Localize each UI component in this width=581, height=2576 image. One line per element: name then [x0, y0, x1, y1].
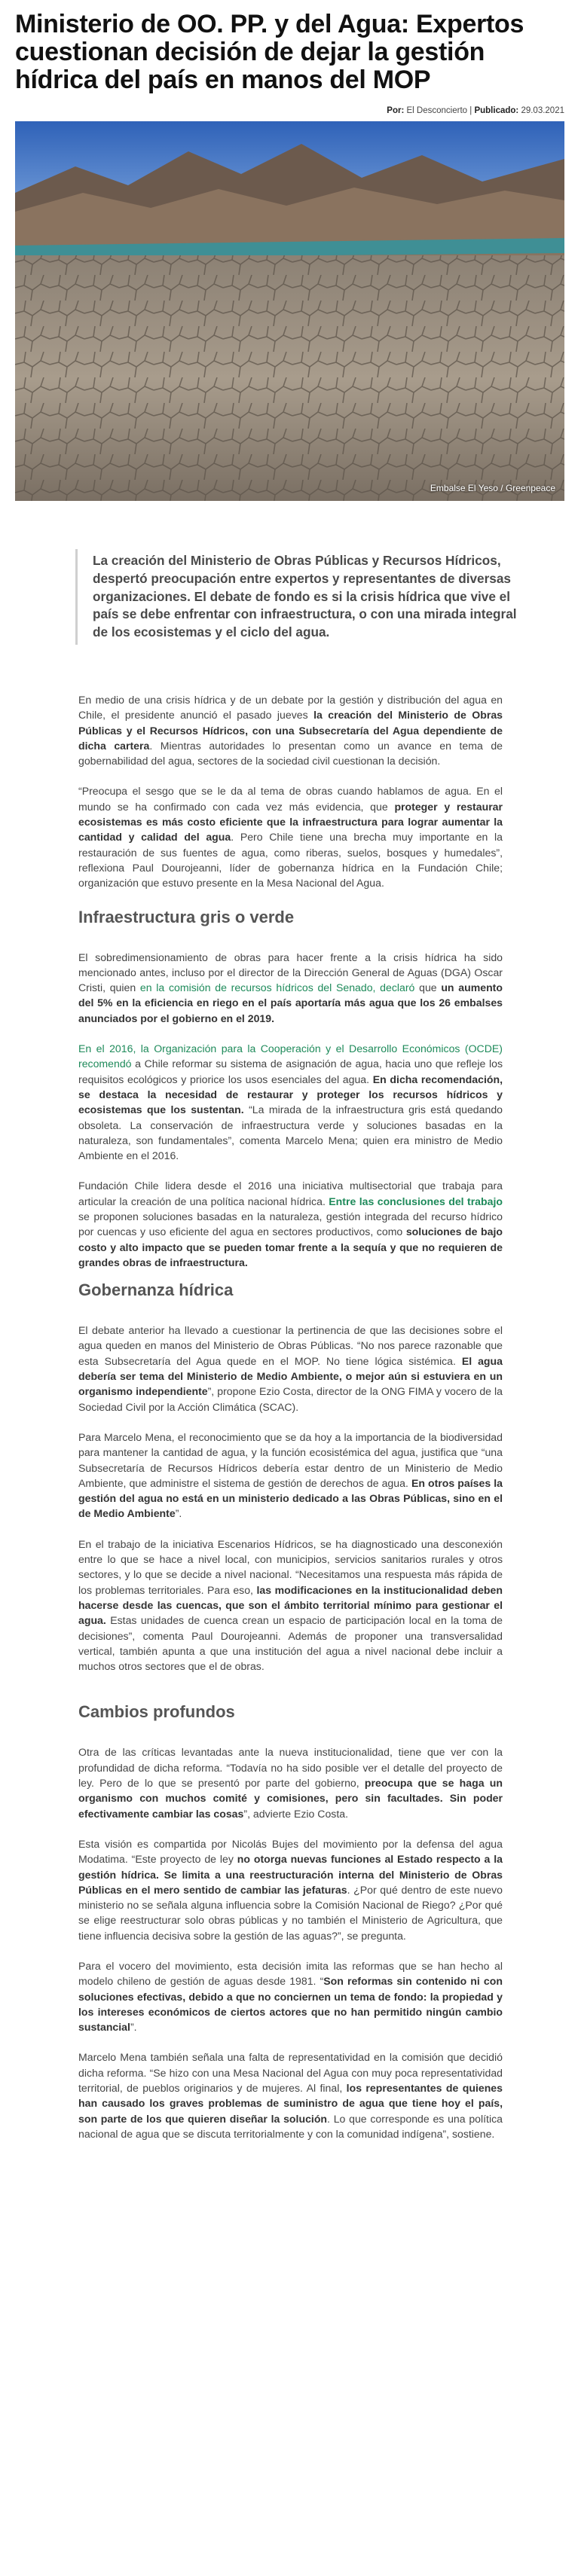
text-run: Para el vocero del movimiento, esta decisión imita las reformas que se han hecho al modelo chileno de gestión de aguas desde 1981. “ — [78, 1959, 503, 1988]
bold-run: En otros países la gestión del agua no está en un ministerio dedicado a las Obras Públicas, sino en el de Medio Ambiente — [78, 1476, 503, 1520]
paragraph — [78, 1041, 503, 1163]
paragraph — [78, 692, 503, 768]
text-run: ”, propone Ezio Costa, director de la ONG FIMA y vocero de la Sociedad Civil por la Acción Climática (SCAC). — [78, 1385, 503, 1413]
bold-run: la creación del Ministerio de Obras Públicas y el Recursos Hídricos, con una Subsecretaría del Agua dependiente de dicha cartera — [78, 709, 503, 752]
paragraph — [78, 1323, 503, 1415]
article-title: Ministerio de OO. PP. y del Agua: Expertos cuestionan decisión de dejar la gestión hídrica del país en manos del MOP — [15, 10, 524, 94]
text-run: ”. — [130, 2021, 137, 2034]
reservoir-photo — [15, 121, 564, 501]
conclusiones-link[interactable]: Entre las conclusiones del trabajo — [329, 1195, 503, 1207]
lead-text: La creación del Ministerio de Obras Públicas y Recursos Hídricos, despertó preocupación entre expertos y representantes de diversas organizaciones. El debate de fondo es si la crisis hídrica que vive el país se debe enfrentar con infraestructura, o con una mirada integral de los ecosistemas y el ciclo del agua. — [93, 553, 517, 640]
paragraph — [78, 1958, 503, 2034]
text-run: . ¿Por qué dentro de este nuevo ministerio no se señala alguna influencia sobre la Comisión Nacional de Riego? ¿Por qué se elige reestructurar solo obras públicas y no también el Ministerio de Agricultura, que tiene influencia decisiva sobre la gestión de las aguas?”, se pregunta. — [78, 1883, 503, 1942]
bold-run: los representantes de quienes han causado los graves problemas de suministro de agua que tiene hoy el país, son parte de los que quieren diseñar la solución — [78, 2082, 503, 2125]
text-run: El debate anterior ha llevado a cuestionar la pertinencia de que las decisiones sobre el agua queden en manos del Ministerio de Obras Públicas. “No nos parece razonable que esta Subsecretaría del Agua quede en el MOP. No tiene lógica sistémica. — [78, 1324, 503, 1367]
text-run: “La mirada de la infraestructura gris está quedando obsoleta. La conservación de infraestructura verde y soluciones basadas en la naturaleza, son fundamentales”, comenta Marcelo Mena; quien era ministro de Medio Ambiente en el 2016. — [78, 1103, 503, 1162]
bold-run: preocupa que se haga un organismo con muchos comité y comisiones, pero sin facultades. Sin poder efectivamente cambiar las cosas — [78, 1777, 503, 1820]
senado-link[interactable]: en la comisión de recursos hídricos del Senado, declaró — [139, 981, 415, 994]
text-run: . Mientras autoridades lo presentan como un avance en tema de gobernabilidad del agua, sectores de la sociedad civil cuestionan la decisión. — [78, 739, 503, 768]
bold-run: soluciones de bajo costo y alto impacto que se pueden tomar frente a la sequía y que no requieren de grandes obras de infraestructura. — [78, 1225, 503, 1268]
text-run: Marcelo Mena también señala una falta de representatividad en la comisión que decidió dicha reforma. “Se hizo con una Mesa Nacional del Agua con muy poca representatividad territorial, de pueblos originarios y de mujeres. Al final, — [78, 2051, 503, 2095]
hero-image — [15, 121, 564, 501]
section-heading-gobernanza: Gobernanza hídrica — [78, 1280, 234, 1300]
text-run: ”. — [175, 1507, 182, 1520]
paragraph — [78, 1836, 503, 1943]
lead-quote — [75, 549, 519, 645]
text-run: El sobredimensionamiento de obras para hacer frente a la crisis hídrica ha sido mencionado antes, incluso por el director de la Dirección General de Aguas (DGA) Oscar Cristi, quien — [78, 951, 503, 994]
bold-run: las modificaciones en la institucionalidad deben hacerse desde las cuencas, que son el ámbito territorial mínimo para gestionar el agua. — [78, 1583, 503, 1627]
text-run: Fundación Chile lidera desde el 2016 una iniciativa multisectorial que trabaja para articular la creación de una política nacional hídrica. — [78, 1180, 503, 1207]
text-run: ”, advierte Ezio Costa. — [243, 1807, 349, 1820]
byline — [15, 106, 564, 115]
text-run: En medio de una crisis hídrica y de un debate por la gestión y distribución del agua en Chile, el presidente anunció el pasado jueves — [78, 693, 503, 722]
published-label: Publicado: — [474, 106, 519, 115]
byline-separator: | — [469, 106, 472, 115]
text-run: En el trabajo de la iniciativa Escenarios Hídricos, se ha diagnosticado una desconexión entre lo que se hace a nivel local, con municipios, servicios sanitarios rurales y otros sectores, y lo que se decide a nivel nacional. “Necesitamos una respuesta más rápida de los problemas territoriales. Para eso, — [78, 1537, 503, 1596]
bold-run: El agua debería ser tema del Ministerio de Medio Ambiente, o mejor aún si estuviera en un organismo independiente — [78, 1354, 503, 1398]
text-run: . Lo que corresponde es una política nacional de agua que se discuta territorialmente y con la comunidad indígena”, sostiene. — [78, 2112, 503, 2140]
text-run: Esta visión es compartida por Nicolás Bujes del movimiento por la defensa del agua Modatima. “Este proyecto de ley — [78, 1837, 503, 1866]
image-caption: Embalse El Yeso / Greenpeace — [430, 483, 555, 493]
text-run: que — [414, 981, 442, 994]
bold-run: proteger y restaurar ecosistemas es más costo eficiente que la infraestructura para lograr aumentar la cantidad y calidad del agua — [78, 800, 503, 844]
paragraph — [78, 1537, 503, 1674]
author[interactable]: El Desconcierto — [406, 106, 468, 115]
paragraph — [78, 1178, 503, 1270]
paragraph — [78, 950, 503, 1026]
bold-run: un aumento del 5% en la eficiencia en riego en el país aportaría más agua que los 26 embalses anunciados por el gobierno en el 2019. — [78, 981, 503, 1024]
bold-run: Son reformas sin contenido ni con soluciones efectivas, debido a que no conciernen un tema de fondo: la propiedad y los intereses económicos de ciertos actores que no han permitido ningún cambio sustancial — [78, 1975, 503, 2034]
paragraph — [78, 783, 503, 890]
paragraph — [78, 2050, 503, 2141]
paragraph — [78, 1430, 503, 1521]
section-heading-cambios: Cambios profundos — [78, 1702, 235, 1722]
bold-run: En dicha recomendación, se destaca la necesidad de restaurar y proteger los recursos hídricos y ecosistemas que los sustentan. — [78, 1073, 503, 1116]
text-run: . Pero Chile tiene una brecha muy importante en la restauración de sus fuentes de agua, como riberas, suelos, bosques y humedales”, reflexiona Paul Dourojeanni, líder de gobernanza hídrica en la Fundación Chile; organización que estuvo presente en la Mesa Nacional del Agua. — [78, 831, 503, 890]
section-heading-infraestructura: Infraestructura gris o verde — [78, 907, 295, 926]
by-label: Por: — [387, 106, 405, 115]
publish-date: 29.03.2021 — [521, 106, 564, 115]
text-run: Para Marcelo Mena, el reconocimiento que se da hoy a la importancia de la biodiversidad para mantener la cantidad de agua, y la función ecosistémica del agua, justifica que “una Subsecretaría de Recursos Hídricos debería estar dentro de un Ministerio de Medio Ambiente, que administre el sistema de gestión de derechos de agua. — [78, 1430, 503, 1489]
text-run: a Chile reformar su sistema de asignación de agua, hacia uno que refleje los requisitos ecológicos y priorice los usos esenciales del agua. — [78, 1058, 503, 1085]
ocde-link[interactable]: En el 2016, la Organización para la Cooperación y el Desarrollo Económicos (OCDE) recomendó — [78, 1042, 503, 1070]
text-run: Otra de las críticas levantadas ante la nueva institucionalidad, tiene que ver con la profundidad de dicha reforma. “Todavía no ha sido posible ver el detalle del proyecto de ley. Pero de lo que se presentó por parte del gobierno, — [78, 1746, 503, 1790]
bold-run: no otorga nuevas funciones al Estado respecto a la gestión hídrica. Se limita a una reestructuración interna del Ministerio de Obras Públicas en el mero sentido de cambiar las jefaturas — [78, 1853, 503, 1896]
text-run: se proponen soluciones basadas en la naturaleza, gestión integrada del recurso hídrico por cuencas y uso eficiente del agua en sectores productivos, como — [78, 1210, 503, 1238]
article-body — [78, 692, 503, 2141]
text-run: Estas unidades de cuenca crean un espacio de participación local en la toma de decisiones”, comenta Paul Dourojeanni. Además de proponer una transversalidad vertical, también apunta a que una institución del agua a nivel nacional debe incluir a muchos otros sectores que el de obras. — [78, 1614, 503, 1673]
text-run: “Preocupa el sesgo que se le da al tema de obras cuando hablamos de agua. En el mundo se ha confirmado con cada vez más evidencia, que — [78, 785, 503, 813]
paragraph — [78, 1744, 503, 1821]
